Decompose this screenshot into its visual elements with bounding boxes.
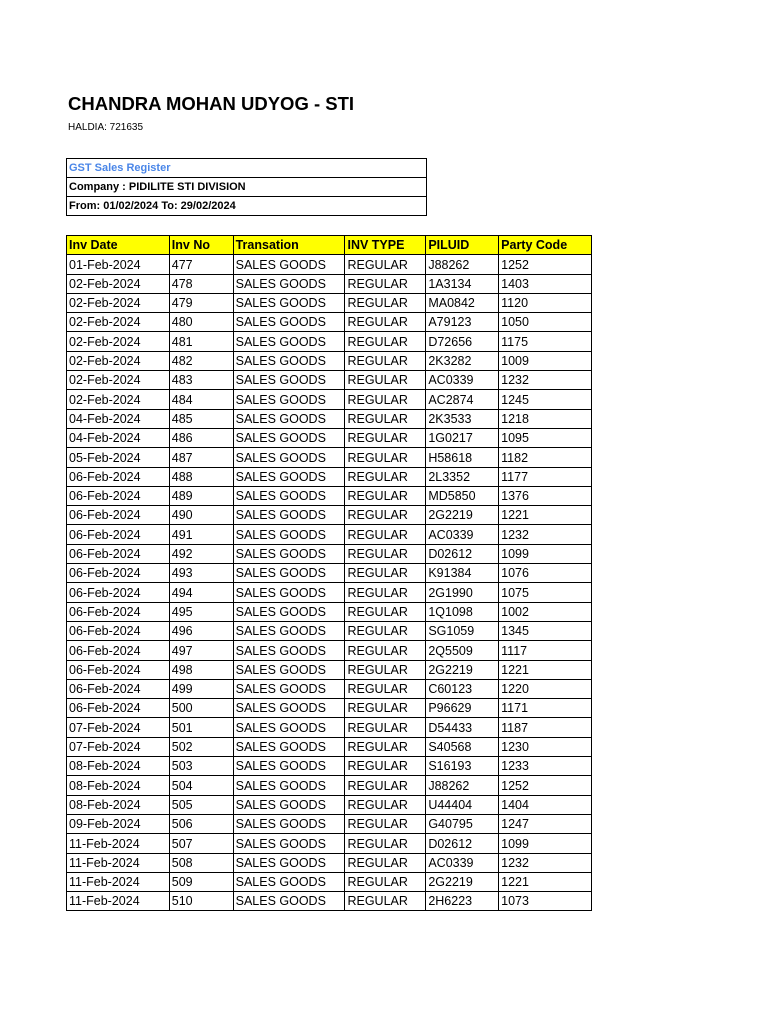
piluid-cell: AC0339	[426, 853, 499, 872]
column-header-inv-no: Inv No	[169, 236, 233, 255]
inv-date-cell: 06-Feb-2024	[67, 679, 170, 698]
table-row	[67, 602, 592, 621]
inv-no-cell: 480	[169, 313, 233, 332]
transation-cell: SALES GOODS	[233, 274, 345, 293]
inv-no-cell: 491	[169, 525, 233, 544]
piluid-cell: S16193	[426, 757, 499, 776]
table-row	[67, 892, 592, 911]
company-address: HALDIA: 721635	[68, 122, 144, 133]
inv-no-cell: 499	[169, 679, 233, 698]
table-row	[67, 564, 592, 583]
transation-cell: SALES GOODS	[233, 371, 345, 390]
inv-type-cell: REGULAR	[345, 660, 426, 679]
inv-type-cell: REGULAR	[345, 448, 426, 467]
party-code-cell: 1233	[499, 757, 592, 776]
inv-no-cell: 507	[169, 834, 233, 853]
transation-cell: SALES GOODS	[233, 641, 345, 660]
inv-date-cell: 01-Feb-2024	[67, 255, 170, 274]
piluid-cell: D02612	[426, 544, 499, 563]
column-header-party-code: Party Code	[499, 236, 592, 255]
inv-type-cell: REGULAR	[345, 274, 426, 293]
transation-cell: SALES GOODS	[233, 313, 345, 332]
inv-type-cell: REGULAR	[345, 679, 426, 698]
inv-no-cell: 484	[169, 390, 233, 409]
inv-no-cell: 505	[169, 795, 233, 814]
sales-register-table	[66, 235, 592, 911]
transation-cell: SALES GOODS	[233, 390, 345, 409]
table-row	[67, 621, 592, 640]
transation-cell: SALES GOODS	[233, 564, 345, 583]
inv-type-cell: REGULAR	[345, 390, 426, 409]
transation-cell: SALES GOODS	[233, 660, 345, 679]
inv-type-cell: REGULAR	[345, 371, 426, 390]
inv-type-cell: REGULAR	[345, 699, 426, 718]
table-row	[67, 795, 592, 814]
inv-no-cell: 487	[169, 448, 233, 467]
inv-date-cell: 06-Feb-2024	[67, 621, 170, 640]
piluid-cell: G40795	[426, 814, 499, 833]
party-code-cell: 1076	[499, 564, 592, 583]
transation-cell: SALES GOODS	[233, 872, 345, 891]
transation-cell: SALES GOODS	[233, 544, 345, 563]
inv-date-cell: 02-Feb-2024	[67, 332, 170, 351]
inv-type-cell: REGULAR	[345, 641, 426, 660]
party-code-cell: 1218	[499, 409, 592, 428]
party-code-cell: 1099	[499, 544, 592, 563]
transation-cell: SALES GOODS	[233, 467, 345, 486]
party-code-cell: 1175	[499, 332, 592, 351]
register-info-box	[66, 158, 427, 216]
inv-date-cell: 06-Feb-2024	[67, 544, 170, 563]
party-code-cell: 1404	[499, 795, 592, 814]
inv-type-cell: REGULAR	[345, 293, 426, 312]
party-code-cell: 1252	[499, 776, 592, 795]
party-code-cell: 1403	[499, 274, 592, 293]
transation-cell: SALES GOODS	[233, 409, 345, 428]
inv-no-cell: 495	[169, 602, 233, 621]
inv-date-cell: 11-Feb-2024	[67, 872, 170, 891]
transation-cell: SALES GOODS	[233, 486, 345, 505]
transation-cell: SALES GOODS	[233, 679, 345, 698]
transation-cell: SALES GOODS	[233, 506, 345, 525]
inv-date-cell: 06-Feb-2024	[67, 486, 170, 505]
piluid-cell: 2G2219	[426, 660, 499, 679]
transation-cell: SALES GOODS	[233, 737, 345, 756]
table-row	[67, 641, 592, 660]
transation-cell: SALES GOODS	[233, 718, 345, 737]
piluid-cell: MD5850	[426, 486, 499, 505]
transation-cell: SALES GOODS	[233, 853, 345, 872]
inv-no-cell: 478	[169, 274, 233, 293]
transation-cell: SALES GOODS	[233, 332, 345, 351]
party-code-cell: 1182	[499, 448, 592, 467]
party-code-cell: 1345	[499, 621, 592, 640]
piluid-cell: P96629	[426, 699, 499, 718]
inv-date-cell: 02-Feb-2024	[67, 390, 170, 409]
register-title: GST Sales Register	[67, 159, 427, 178]
inv-date-cell: 06-Feb-2024	[67, 641, 170, 660]
inv-date-cell: 06-Feb-2024	[67, 564, 170, 583]
inv-no-cell: 510	[169, 892, 233, 911]
party-code-cell: 1009	[499, 351, 592, 370]
table-row	[67, 737, 592, 756]
table-row	[67, 718, 592, 737]
inv-date-cell: 09-Feb-2024	[67, 814, 170, 833]
inv-date-cell: 02-Feb-2024	[67, 274, 170, 293]
table-row	[67, 853, 592, 872]
inv-no-cell: 497	[169, 641, 233, 660]
party-code-cell: 1187	[499, 718, 592, 737]
piluid-cell: 2G2219	[426, 506, 499, 525]
table-row	[67, 351, 592, 370]
piluid-cell: C60123	[426, 679, 499, 698]
party-code-cell: 1171	[499, 699, 592, 718]
table-row	[67, 409, 592, 428]
piluid-cell: A79123	[426, 313, 499, 332]
table-row	[67, 448, 592, 467]
transation-cell: SALES GOODS	[233, 583, 345, 602]
inv-type-cell: REGULAR	[345, 795, 426, 814]
piluid-cell: H58618	[426, 448, 499, 467]
table-row	[67, 332, 592, 351]
party-code-cell: 1075	[499, 583, 592, 602]
party-code-cell: 1002	[499, 602, 592, 621]
inv-date-cell: 08-Feb-2024	[67, 795, 170, 814]
piluid-cell: 1Q1098	[426, 602, 499, 621]
company-name: CHANDRA MOHAN UDYOG - STI	[68, 93, 355, 114]
piluid-cell: D54433	[426, 718, 499, 737]
transation-cell: SALES GOODS	[233, 525, 345, 544]
table-body	[67, 255, 592, 911]
inv-type-cell: REGULAR	[345, 428, 426, 447]
inv-type-cell: REGULAR	[345, 718, 426, 737]
inv-type-cell: REGULAR	[345, 525, 426, 544]
inv-date-cell: 08-Feb-2024	[67, 757, 170, 776]
inv-no-cell: 508	[169, 853, 233, 872]
table-row	[67, 776, 592, 795]
inv-date-cell: 02-Feb-2024	[67, 313, 170, 332]
period-line: From: 01/02/2024 To: 29/02/2024	[67, 197, 427, 216]
piluid-cell: 2K3282	[426, 351, 499, 370]
inv-type-cell: REGULAR	[345, 872, 426, 891]
transation-cell: SALES GOODS	[233, 351, 345, 370]
table-row	[67, 872, 592, 891]
piluid-cell: S40568	[426, 737, 499, 756]
party-code-cell: 1050	[499, 313, 592, 332]
column-header-piluid: PILUID	[426, 236, 499, 255]
column-header-transation: Transation	[233, 236, 345, 255]
party-code-cell: 1073	[499, 892, 592, 911]
table-row	[67, 583, 592, 602]
inv-date-cell: 04-Feb-2024	[67, 409, 170, 428]
table-row	[67, 544, 592, 563]
piluid-cell: 2H6223	[426, 892, 499, 911]
table-row	[67, 293, 592, 312]
party-code-cell: 1177	[499, 467, 592, 486]
inv-date-cell: 06-Feb-2024	[67, 467, 170, 486]
inv-date-cell: 07-Feb-2024	[67, 737, 170, 756]
piluid-cell: J88262	[426, 255, 499, 274]
inv-type-cell: REGULAR	[345, 892, 426, 911]
table-row	[67, 467, 592, 486]
inv-no-cell: 498	[169, 660, 233, 679]
transation-cell: SALES GOODS	[233, 776, 345, 795]
inv-no-cell: 485	[169, 409, 233, 428]
inv-no-cell: 486	[169, 428, 233, 447]
inv-no-cell: 479	[169, 293, 233, 312]
inv-no-cell: 496	[169, 621, 233, 640]
party-code-cell: 1230	[499, 737, 592, 756]
inv-date-cell: 06-Feb-2024	[67, 525, 170, 544]
party-code-cell: 1099	[499, 834, 592, 853]
party-code-cell: 1221	[499, 660, 592, 679]
table-row	[67, 313, 592, 332]
inv-date-cell: 11-Feb-2024	[67, 892, 170, 911]
party-code-cell: 1376	[499, 486, 592, 505]
piluid-cell: 2G2219	[426, 872, 499, 891]
inv-date-cell: 06-Feb-2024	[67, 699, 170, 718]
inv-type-cell: REGULAR	[345, 544, 426, 563]
transation-cell: SALES GOODS	[233, 757, 345, 776]
inv-date-cell: 02-Feb-2024	[67, 351, 170, 370]
inv-type-cell: REGULAR	[345, 757, 426, 776]
table-row	[67, 660, 592, 679]
inv-no-cell: 477	[169, 255, 233, 274]
table-row	[67, 679, 592, 698]
transation-cell: SALES GOODS	[233, 448, 345, 467]
inv-no-cell: 506	[169, 814, 233, 833]
inv-type-cell: REGULAR	[345, 313, 426, 332]
party-code-cell: 1220	[499, 679, 592, 698]
info-row	[67, 197, 427, 216]
inv-type-cell: REGULAR	[345, 255, 426, 274]
inv-date-cell: 06-Feb-2024	[67, 602, 170, 621]
piluid-cell: 2L3352	[426, 467, 499, 486]
inv-date-cell: 02-Feb-2024	[67, 371, 170, 390]
inv-no-cell: 482	[169, 351, 233, 370]
transation-cell: SALES GOODS	[233, 699, 345, 718]
inv-no-cell: 488	[169, 467, 233, 486]
party-code-cell: 1245	[499, 390, 592, 409]
party-code-cell: 1232	[499, 371, 592, 390]
inv-no-cell: 493	[169, 564, 233, 583]
table-row	[67, 757, 592, 776]
column-header-inv-type: INV TYPE	[345, 236, 426, 255]
inv-no-cell: 489	[169, 486, 233, 505]
party-code-cell: 1232	[499, 525, 592, 544]
company-line: Company : PIDILITE STI DIVISION	[67, 178, 427, 197]
inv-type-cell: REGULAR	[345, 332, 426, 351]
inv-no-cell: 504	[169, 776, 233, 795]
table-row	[67, 486, 592, 505]
transation-cell: SALES GOODS	[233, 892, 345, 911]
table-row	[67, 834, 592, 853]
piluid-cell: 2G1990	[426, 583, 499, 602]
inv-type-cell: REGULAR	[345, 834, 426, 853]
party-code-cell: 1117	[499, 641, 592, 660]
inv-no-cell: 503	[169, 757, 233, 776]
piluid-cell: 2Q5509	[426, 641, 499, 660]
party-code-cell: 1095	[499, 428, 592, 447]
party-code-cell: 1221	[499, 872, 592, 891]
inv-no-cell: 492	[169, 544, 233, 563]
piluid-cell: MA0842	[426, 293, 499, 312]
transation-cell: SALES GOODS	[233, 428, 345, 447]
piluid-cell: 1G0217	[426, 428, 499, 447]
piluid-cell: AC2874	[426, 390, 499, 409]
table-row	[67, 274, 592, 293]
inv-type-cell: REGULAR	[345, 602, 426, 621]
transation-cell: SALES GOODS	[233, 602, 345, 621]
piluid-cell: J88262	[426, 776, 499, 795]
inv-date-cell: 11-Feb-2024	[67, 834, 170, 853]
transation-cell: SALES GOODS	[233, 255, 345, 274]
transation-cell: SALES GOODS	[233, 814, 345, 833]
column-header-inv-date: Inv Date	[67, 236, 170, 255]
inv-type-cell: REGULAR	[345, 564, 426, 583]
inv-no-cell: 490	[169, 506, 233, 525]
inv-type-cell: REGULAR	[345, 467, 426, 486]
inv-no-cell: 481	[169, 332, 233, 351]
table-row	[67, 814, 592, 833]
inv-date-cell: 06-Feb-2024	[67, 583, 170, 602]
table-header-row	[67, 236, 592, 255]
piluid-cell: U44404	[426, 795, 499, 814]
inv-type-cell: REGULAR	[345, 486, 426, 505]
info-row	[67, 159, 427, 178]
transation-cell: SALES GOODS	[233, 293, 345, 312]
piluid-cell: AC0339	[426, 371, 499, 390]
transation-cell: SALES GOODS	[233, 834, 345, 853]
inv-date-cell: 06-Feb-2024	[67, 506, 170, 525]
inv-type-cell: REGULAR	[345, 814, 426, 833]
inv-no-cell: 494	[169, 583, 233, 602]
piluid-cell: SG1059	[426, 621, 499, 640]
piluid-cell: K91384	[426, 564, 499, 583]
inv-date-cell: 05-Feb-2024	[67, 448, 170, 467]
inv-no-cell: 509	[169, 872, 233, 891]
table-row	[67, 255, 592, 274]
party-code-cell: 1221	[499, 506, 592, 525]
transation-cell: SALES GOODS	[233, 795, 345, 814]
inv-type-cell: REGULAR	[345, 853, 426, 872]
inv-date-cell: 02-Feb-2024	[67, 293, 170, 312]
table-row	[67, 699, 592, 718]
inv-date-cell: 06-Feb-2024	[67, 660, 170, 679]
table-row	[67, 525, 592, 544]
inv-date-cell: 11-Feb-2024	[67, 853, 170, 872]
inv-type-cell: REGULAR	[345, 409, 426, 428]
party-code-cell: 1120	[499, 293, 592, 312]
party-code-cell: 1232	[499, 853, 592, 872]
table-row	[67, 371, 592, 390]
piluid-cell: 2K3533	[426, 409, 499, 428]
inv-no-cell: 502	[169, 737, 233, 756]
inv-date-cell: 07-Feb-2024	[67, 718, 170, 737]
table-row	[67, 506, 592, 525]
inv-type-cell: REGULAR	[345, 621, 426, 640]
piluid-cell: 1A3134	[426, 274, 499, 293]
info-row	[67, 178, 427, 197]
inv-no-cell: 501	[169, 718, 233, 737]
inv-type-cell: REGULAR	[345, 583, 426, 602]
inv-no-cell: 483	[169, 371, 233, 390]
transation-cell: SALES GOODS	[233, 621, 345, 640]
party-code-cell: 1247	[499, 814, 592, 833]
inv-date-cell: 08-Feb-2024	[67, 776, 170, 795]
inv-no-cell: 500	[169, 699, 233, 718]
inv-type-cell: REGULAR	[345, 776, 426, 795]
piluid-cell: AC0339	[426, 525, 499, 544]
inv-date-cell: 04-Feb-2024	[67, 428, 170, 447]
inv-type-cell: REGULAR	[345, 737, 426, 756]
inv-type-cell: REGULAR	[345, 351, 426, 370]
table-row	[67, 390, 592, 409]
piluid-cell: D02612	[426, 834, 499, 853]
party-code-cell: 1252	[499, 255, 592, 274]
table-row	[67, 428, 592, 447]
piluid-cell: D72656	[426, 332, 499, 351]
inv-type-cell: REGULAR	[345, 506, 426, 525]
